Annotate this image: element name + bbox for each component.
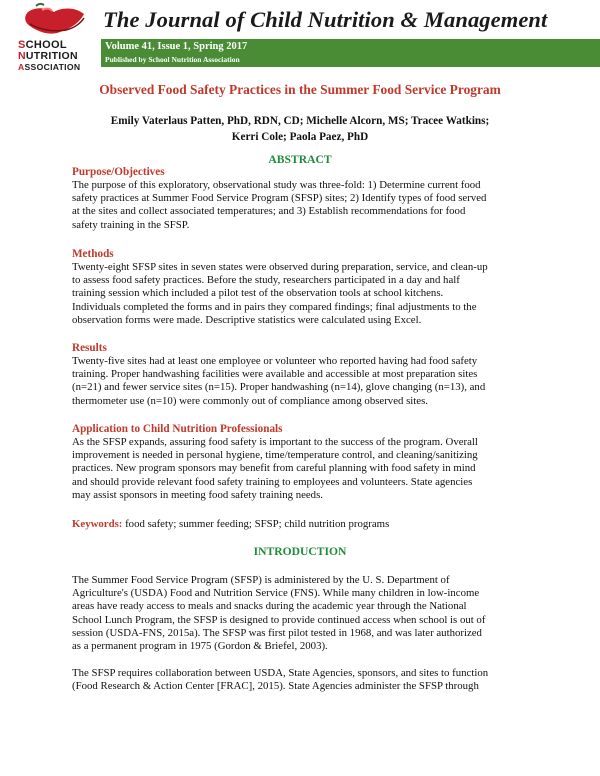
section-heading: Application to Child Nutrition Professionals bbox=[72, 423, 283, 435]
keywords bbox=[72, 517, 389, 531]
logo-nutrition-rest: UTRITION bbox=[25, 50, 78, 62]
section-heading: Purpose/Objectives bbox=[72, 166, 165, 178]
introduction-paragraph-2 bbox=[72, 667, 542, 693]
section-text: As the SFSP expands, assuring food safety is important to the success of the program. Overall improvement is needed in personal hygiene, time/temperature control, and cleaning/sanitizing practices. New program sponsors may benefit from careful planning with food safety in mind and should provide relevant food safety training to employees and volunteers. State agencies may assist sponsors in meeting food safety training needs. bbox=[72, 436, 478, 501]
section-text: The purpose of this exploratory, observational study was three-fold: 1) Determine current food safety practices at Summer Food Service Program (SFSP) sites; 2) Identify types of food served at the sites and collect associated temperatures; and 3) Establish recommendations for food safety training in the SFSP. bbox=[72, 179, 487, 231]
abstract-purpose bbox=[72, 165, 542, 232]
keywords-label: Keywords: bbox=[72, 518, 123, 530]
article-title: Observed Food Safety Practices in the Summer Food Service Program bbox=[99, 82, 501, 97]
publisher-line: Published by School Nutrition Association bbox=[105, 55, 240, 64]
keywords-list: food safety; summer feeding; SFSP; child nutrition programs bbox=[122, 518, 390, 530]
logo-school-rest: CHOOL bbox=[25, 39, 67, 51]
section-heading: Results bbox=[72, 342, 107, 354]
paragraph-text: The Summer Food Service Program (SFSP) is administered by the U. S. Department of Agriculture's (USDA) Food and Nutrition Service (FNS). While many children in low-income areas have ready access to meals and snacks during the academic year through the National School Lunch Program, the SFSP is designed to provide continued access when school is out of session (USDA-FNS, 2015a). The SFSP was first pilot tested in 1968, and was later authorized as a permanent program in 1975 (Gordon & Briefel, 2003). bbox=[72, 574, 486, 653]
logo-line-association: ASSOCIATION bbox=[18, 62, 81, 72]
abstract-application bbox=[72, 422, 542, 502]
apple-icon bbox=[14, 2, 94, 42]
introduction-paragraph-1 bbox=[72, 574, 542, 653]
journal-title: The Journal of Child Nutrition & Management bbox=[103, 7, 548, 32]
introduction-heading: INTRODUCTION bbox=[253, 545, 347, 558]
section-text: Twenty-eight SFSP sites in seven states were observed during preparation, service, and clean-up to assess food safety practices. Before the study, researchers participated in a day and half training session which included a pilot test of the observation tools at school kitchens. Individuals completed the forms and in pairs they compared findings; final adjustments to the observation forms were made. Descriptive statistics were calculated using Excel. bbox=[72, 261, 488, 326]
section-text: Twenty-five sites had at least one employee or volunteer who reported having had food safety training. Proper handwashing facilities were available and accessible at most preparation sites (n=21) and fewer service sites (n=15). Proper handwashing (n=14), glove changing (n=13), and thermometer use (n=10) were commonly out of compliance among observed sites. bbox=[72, 355, 486, 407]
authors bbox=[60, 114, 540, 145]
logo-association-rest: SSOCIATION bbox=[24, 62, 81, 72]
volume-issue: Volume 41, Issue 1, Spring 2017 bbox=[105, 41, 248, 52]
school-nutrition-association-logo bbox=[10, 2, 100, 72]
section-heading: Methods bbox=[72, 248, 114, 260]
authors-line-2: Kerri Cole; Paola Paez, PhD bbox=[231, 130, 369, 143]
abstract-results bbox=[72, 341, 542, 408]
logo-line-school: SCHOOL bbox=[18, 39, 67, 51]
authors-line-1: Emily Vaterlaus Patten, PhD, RDN, CD; Michelle Alcorn, MS; Tracee Watkins; bbox=[110, 115, 490, 127]
paragraph-text: The SFSP requires collaboration between USDA, State Agencies, sponsors, and sites to function (Food Research & Action Center [FRAC], 2015). State Agencies administer the SFSP through bbox=[72, 667, 489, 693]
logo-line-nutrition: NUTRITION bbox=[18, 50, 78, 62]
journal-info-bar bbox=[101, 39, 600, 67]
abstract-methods bbox=[72, 247, 542, 327]
abstract-heading: ABSTRACT bbox=[268, 153, 332, 166]
